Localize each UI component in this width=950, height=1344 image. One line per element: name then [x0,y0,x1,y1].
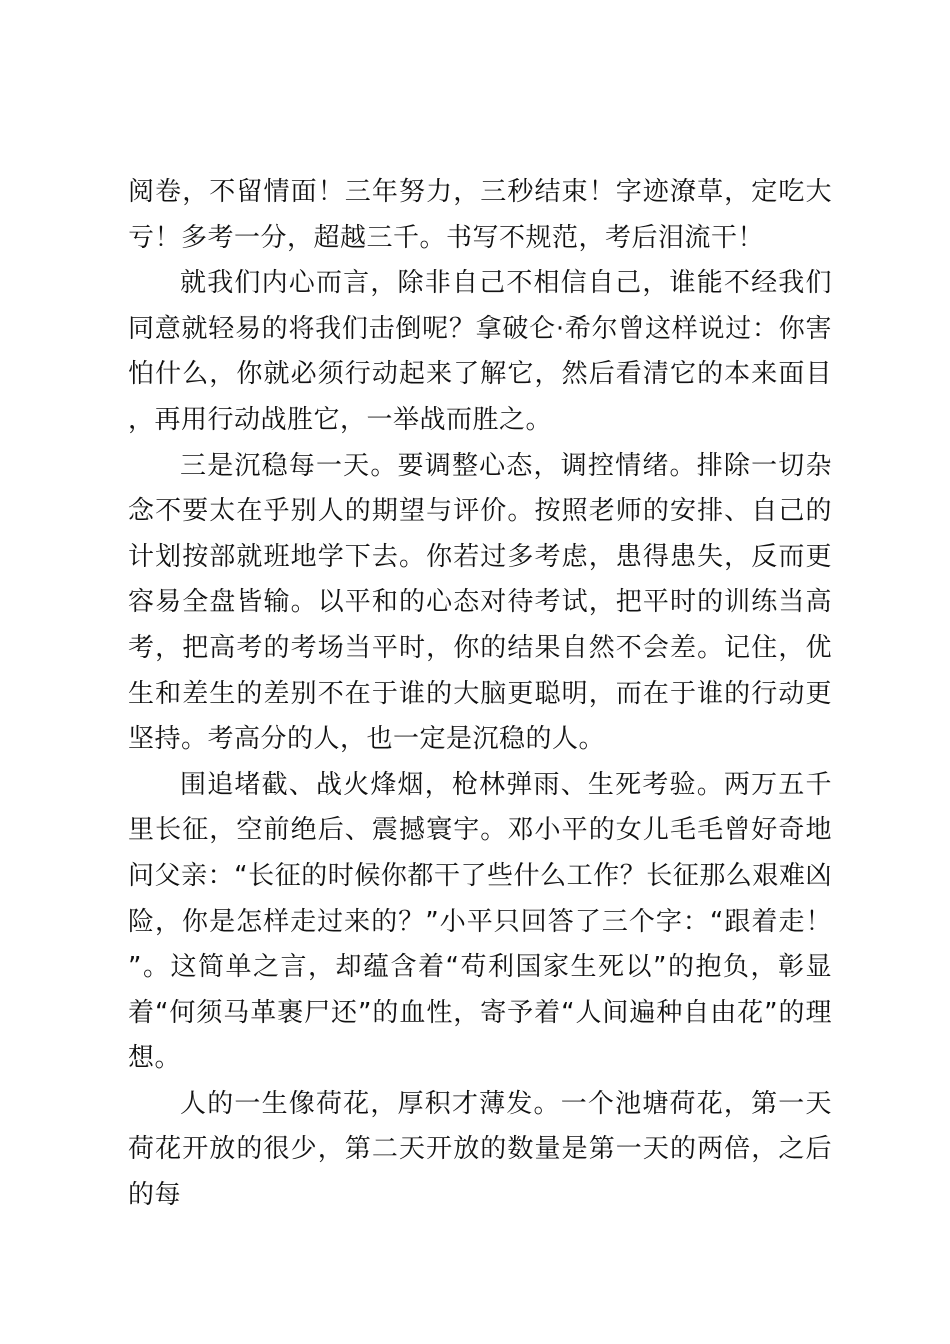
document-body [128,170,832,1219]
paragraph-lotus: 人的一生像荷花，厚积才薄发。一个池塘荷花，第一天荷花开放的很少，第二天开放的数量是第一天的两倍，之后的每 [128,1088,832,1211]
paragraph-self-belief: 就我们内心而言，除非自己不相信自己，谁能不经我们同意就轻易的将我们击倒呢？拿破仑·希尔曾这样说过：你害怕什么，你就必须行动起来了解它，然后看清它的本来面目，再用行动战胜它，一举战而胜之。 [128,268,832,435]
paragraph-exam-writing: 阅卷，不留情面！三年努力，三秒结束！字迹潦草，定吃大亏！多考一分，超越三千。书写不规范，考后泪流干！ [128,177,832,253]
paragraph-steady-mind: 三是沉稳每一天。要调整心态，调控情绪。排除一切杂念不要太在乎别人的期望与评价。按照老师的安排、自己的计划按部就班地学下去。你若过多考虑，患得患失，反而更容易全盘皆输。以平和的心态对待考试，把平时的训练当高考，把高考的考场当平时，你的结果自然不会差。记住，优生和差生的差别不在于谁的大脑更聪明，而在于谁的行动更坚持。考高分的人，也一定是沉稳的人。 [128,450,832,755]
paragraph-long-march: 围追堵截、战火烽烟，枪林弹雨、生死考验。两万五千里长征，空前绝后、震撼寰宇。邓小平的女儿毛毛曾好奇地问父亲：“长征的时候你都干了些什么工作？长征那么艰难凶险，你是怎样走过来的？”小平只回答了三个字：“跟着走！”。这简单之言，却蕴含着“苟利国家生死以”的抱负，彰显着“何须马革裹尸还”的血性，寄予着“人间遍种自由花”的理想。 [128,769,832,1074]
